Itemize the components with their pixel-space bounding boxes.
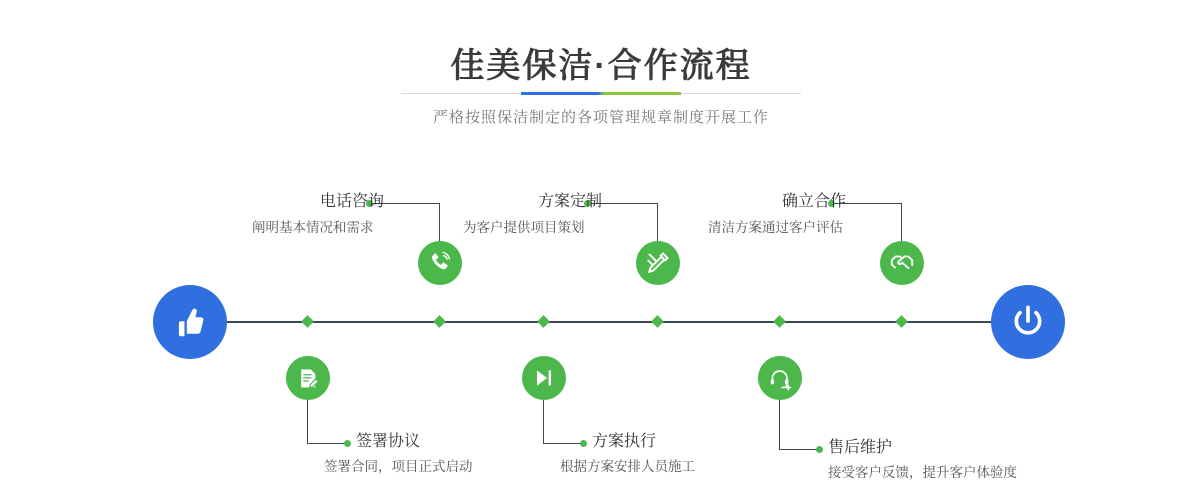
step-title-2: 签署协议 (356, 433, 421, 450)
axis-marker-6 (773, 315, 786, 328)
step-desc-2: 签署合同，项目正式启动 (324, 459, 473, 474)
phone-call-icon (427, 250, 453, 276)
connector-vertical-4 (543, 400, 544, 444)
step-node-1[interactable] (418, 241, 462, 285)
step-title-3: 方案定制 (538, 193, 603, 210)
handshake-icon (889, 250, 915, 276)
timeline-axis (155, 321, 1055, 323)
axis-marker-3 (651, 315, 664, 328)
step-title-6: 售后维护 (828, 439, 893, 456)
step-desc-1: 阐明基本情况和需求 (252, 220, 374, 235)
play-forward-icon (532, 366, 556, 390)
axis-marker-1 (433, 315, 446, 328)
page-subtitle: 严格按照保洁制定的各项管理规章制度开展工作 (432, 109, 769, 126)
customer-service-add-icon (768, 366, 793, 391)
axis-marker-5 (895, 315, 908, 328)
thumbs-up-icon (171, 303, 209, 341)
axis-marker-2 (301, 315, 314, 328)
connector-horizontal-2 (307, 443, 347, 444)
document-edit-icon (296, 366, 321, 391)
connector-endpoint-4 (580, 440, 587, 447)
step-title-1: 电话咨询 (320, 193, 385, 210)
page-title: 佳美保洁·合作流程 (450, 47, 752, 85)
step-node-6[interactable] (758, 356, 802, 400)
end-node (991, 285, 1065, 359)
axis-marker-4 (537, 315, 550, 328)
connector-vertical-1 (439, 203, 440, 241)
connector-horizontal-6 (779, 449, 819, 450)
step-node-4[interactable] (522, 356, 566, 400)
step-desc-4: 根据方案安排人员施工 (560, 459, 695, 474)
step-node-3[interactable] (636, 241, 680, 285)
step-desc-5: 清洁方案通过客户评估 (708, 220, 843, 235)
step-title-5: 确立合作 (782, 193, 847, 210)
step-node-2[interactable] (286, 356, 330, 400)
divider-accent (521, 92, 681, 95)
step-desc-6: 接受客户反馈，提升客户体验度 (828, 465, 1017, 480)
step-node-5[interactable] (880, 241, 924, 285)
connector-vertical-3 (657, 203, 658, 241)
pen-ruler-icon (645, 250, 671, 276)
title-divider (0, 92, 1202, 96)
connector-endpoint-6 (816, 446, 823, 453)
step-desc-3: 为客户提供项目策划 (463, 220, 585, 235)
connector-vertical-6 (779, 400, 780, 450)
connector-horizontal-4 (543, 443, 583, 444)
step-title-4: 方案执行 (592, 433, 657, 450)
connector-vertical-5 (901, 203, 902, 241)
connector-endpoint-2 (344, 440, 351, 447)
connector-vertical-2 (307, 400, 308, 444)
power-icon (1008, 302, 1048, 342)
start-node (153, 285, 227, 359)
